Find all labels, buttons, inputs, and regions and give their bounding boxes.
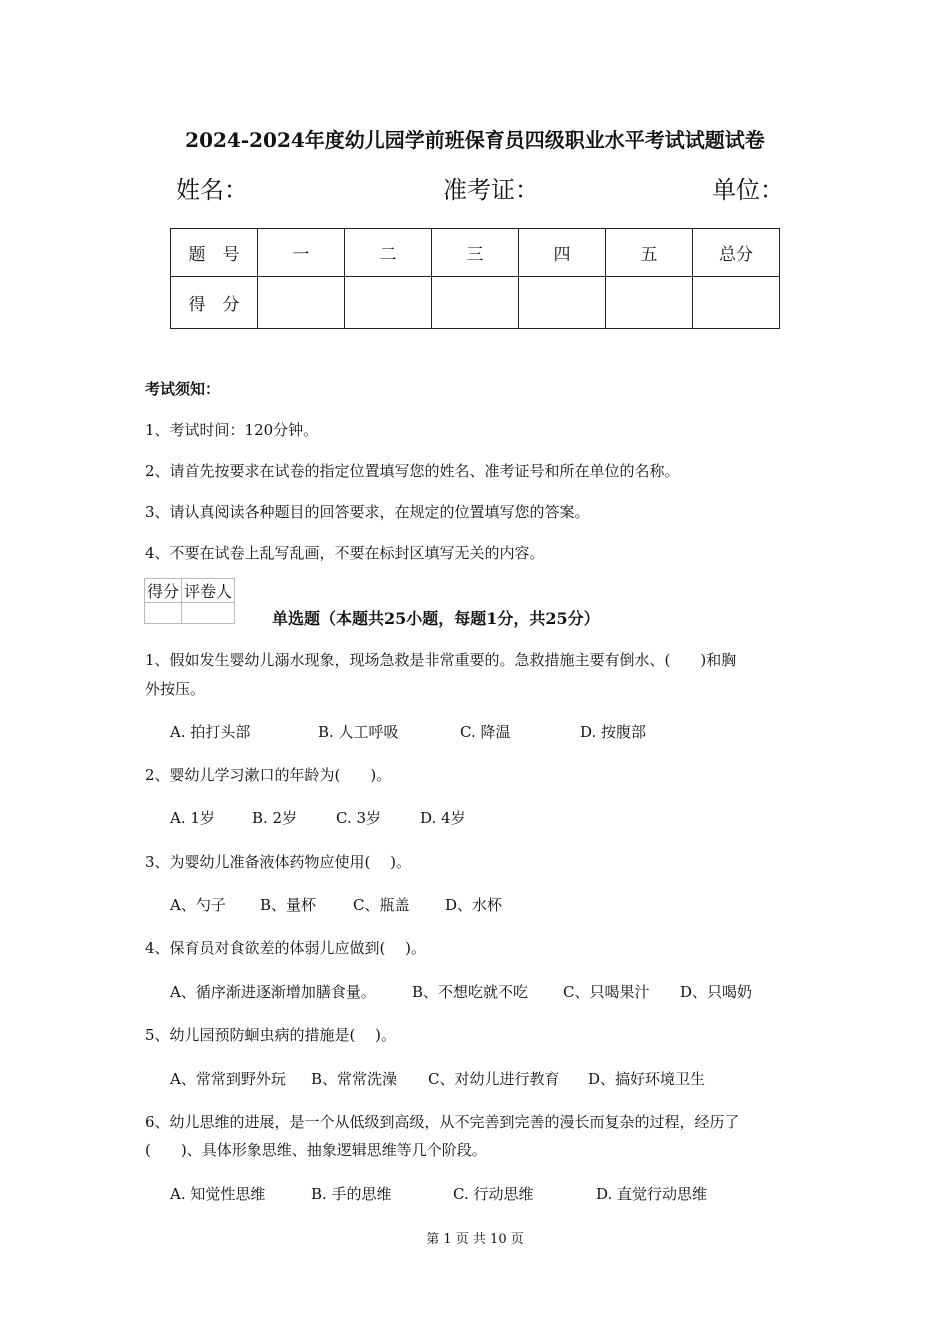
option-b[interactable]: B. 手的思维 [311,1185,392,1203]
option-d[interactable]: D. 直觉行动思维 [596,1185,708,1203]
score-table-cell: 得 分 [171,277,258,329]
option-c[interactable]: C、对幼儿进行教育 [428,1070,560,1088]
score-input-cell[interactable] [519,277,606,329]
question-stem: 6、幼儿思维的进展，是一个从低级到高级，从不完善到完善的漫长而复杂的过程，经历了 [145,1113,740,1131]
name-field-label: 姓名： [176,176,248,204]
section-title: 单选题（本题共25小题，每题1分，共25分） [272,609,600,628]
grader-reviewer-input[interactable] [182,603,235,624]
grader-reviewer-label: 评卷人 [182,579,235,603]
option-a[interactable]: A、勺子 [170,896,226,914]
exam-id-field-label: 准考证： [443,176,539,204]
option-d[interactable]: D、搞好环境卫生 [588,1070,706,1088]
question-stem-continued: 外按压。 [145,680,206,698]
option-b[interactable]: B、不想吃就不吃 [412,983,529,1001]
notice-item: 1、考试时间：120分钟。 [145,421,319,439]
option-b[interactable]: B. 人工呼吸 [318,723,399,741]
score-input-cell[interactable] [432,277,519,329]
page-footer: 第 1 页 共 10 页 [426,1232,524,1247]
score-input-cell[interactable] [258,277,345,329]
exam-title: 2024-2024年度幼儿园学前班保育员四级职业水平考试试题试卷 [185,128,765,152]
option-c[interactable]: C、瓶盖 [353,896,410,914]
option-c[interactable]: C. 行动思维 [453,1185,534,1203]
option-c[interactable]: C、只喝果汁 [563,983,650,1001]
option-a[interactable]: A. 1岁 [170,809,215,827]
notice-item: 4、不要在试卷上乱写乱画，不要在标封区填写无关的内容。 [145,544,545,562]
option-b[interactable]: B. 2岁 [252,809,298,827]
unit-field-label: 单位： [712,176,784,204]
question-stem-continued: ( )、具体形象思维、抽象逻辑思维等几个阶段。 [145,1141,487,1159]
score-table-cell: 四 [519,229,606,277]
option-a[interactable]: A、常常到野外玩 [170,1070,286,1088]
question-stem: 4、保育员对食欲差的体弱儿应做到( )。 [145,939,427,957]
option-a[interactable]: A. 拍打头部 [170,723,251,741]
grader-score-input[interactable] [145,603,182,624]
score-input-cell[interactable] [345,277,432,329]
notice-item: 2、请首先按要求在试卷的指定位置填写您的姓名、准考证号和所在单位的名称。 [145,462,680,480]
score-table-header-row [171,229,780,277]
notice-heading: 考试须知： [145,380,221,398]
score-table-cell: 一 [258,229,345,277]
option-b[interactable]: B、常常洗澡 [311,1070,398,1088]
score-table [170,228,780,329]
grader-score-label: 得分 [145,579,182,603]
score-input-cell[interactable] [693,277,780,329]
option-d[interactable]: D. 按腹部 [580,723,647,741]
option-d[interactable]: D. 4岁 [420,809,466,827]
question-stem: 2、婴幼儿学习漱口的年龄为( )。 [145,766,392,784]
notice-item: 3、请认真阅读各种题目的回答要求，在规定的位置填写您的答案。 [145,503,590,521]
score-input-cell[interactable] [606,277,693,329]
grader-box [144,578,235,624]
option-c[interactable]: C. 降温 [460,723,511,741]
score-table-cell: 题 号 [171,229,258,277]
score-table-cell: 三 [432,229,519,277]
option-c[interactable]: C. 3岁 [336,809,382,827]
question-stem: 1、假如发生婴幼儿溺水现象，现场急救是非常重要的。急救措施主要有倒水、( )和胸 [145,651,737,669]
score-table-cell: 五 [606,229,693,277]
question-stem: 3、为婴幼儿准备液体药物应使用( )。 [145,853,412,871]
option-b[interactable]: B、量杯 [260,896,317,914]
score-table-cell: 二 [345,229,432,277]
score-table-cell: 总分 [693,229,780,277]
option-d[interactable]: D、水杯 [445,896,503,914]
option-a[interactable]: A. 知觉性思维 [170,1185,266,1203]
question-stem: 5、幼儿园预防蛔虫病的措施是( )。 [145,1026,397,1044]
option-a[interactable]: A、循序渐进逐渐增加膳食量。 [170,983,376,1001]
option-d[interactable]: D、只喝奶 [680,983,753,1001]
score-table-score-row [171,277,780,329]
